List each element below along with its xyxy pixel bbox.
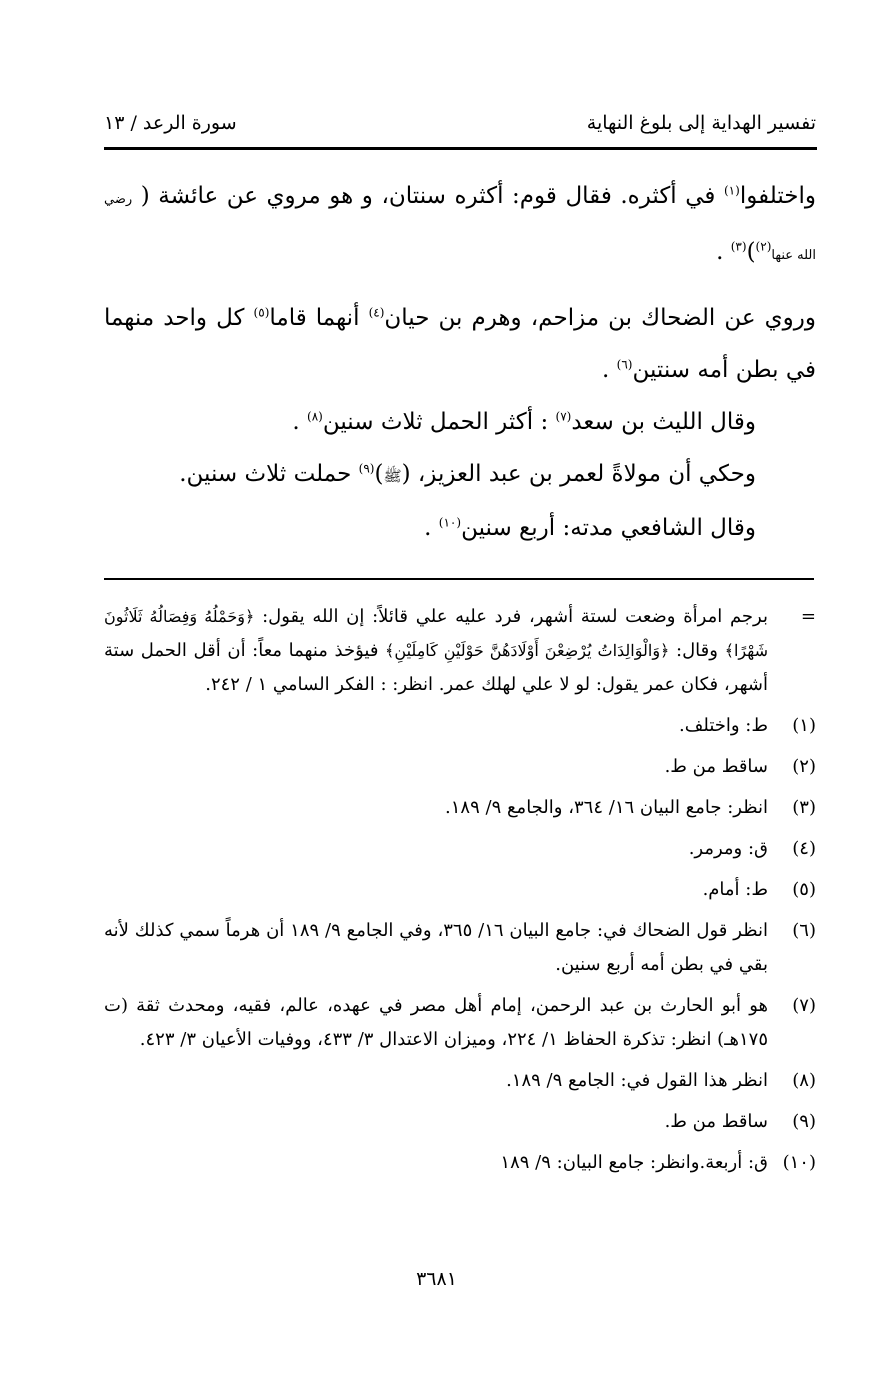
footnote-number: (٨): [792, 1070, 816, 1091]
footnote-text: ق: ومرمر.: [688, 838, 768, 859]
footnote-ref: (٣): [730, 239, 747, 254]
paragraph-5: [104, 502, 816, 554]
text-run: أنهما قاما: [269, 305, 369, 331]
text-run: فيؤخذ منهما معاً: أن أقل الحمل ستة أشهر، فكان عمر يقول: لو لا علي لهلك عمر. انظر: : الفكر السامي ١ / ٢٤٢.: [104, 640, 768, 695]
text-run: كل واحد منهما في بطن أمه سنتين: [104, 305, 816, 383]
footnote-text: انظر قول الضحاك في: جامع البيان ١٦/ ٣٦٥، وفي الجامع ٩/ ١٨٩ أن هرماً سمي كذلك لأنه بقي في بطن أمه أربع سنين.: [104, 920, 768, 975]
text-run: .: [292, 409, 308, 435]
text-run: : أكثر الحمل ثلاث سنين: [322, 409, 556, 435]
footnote-separator: [104, 578, 814, 580]
quran-verse: ﴿وَحَمْلُهُ وَفِصَالُهُ ثَلَاثُونَ شَهْرًا﴾: [104, 607, 768, 660]
footnote-ref: (٩): [358, 461, 375, 476]
footnote-text: انظر هذا القول في: الجامع ٩/ ١٨٩.: [506, 1070, 768, 1091]
footnote-continuation: [104, 600, 816, 702]
footnote-number: (١٠): [782, 1152, 816, 1173]
main-text: [104, 170, 816, 554]
footnote-item: [104, 750, 816, 784]
footnote-number: (٦): [792, 920, 816, 941]
text-run: ): [374, 461, 384, 487]
footnote-ref: (٨): [307, 409, 323, 424]
footnote-ref: (٥): [253, 305, 270, 320]
footnote-item: [104, 832, 816, 866]
footnote-text: ط: واختلف.: [679, 715, 768, 736]
footnote-number: (٣): [792, 797, 816, 818]
footnotes: [104, 600, 816, 1180]
footnote-item: [104, 914, 816, 982]
surah-reference: سورة الرعد / ١٣: [104, 112, 237, 134]
footnote-number: (٩): [792, 1111, 816, 1132]
book-title: تفسير الهداية إلى بلوغ النهاية: [586, 112, 816, 134]
footnote-item: [104, 1105, 816, 1139]
footnote-item: [104, 1064, 816, 1098]
text-run: برجم امرأة وضعت لستة أشهر، فرد عليه علي قائلاً: إن الله يقول:: [254, 606, 768, 627]
text-run: وقال الليث بن سعد: [571, 409, 756, 435]
text-run: .: [716, 239, 731, 265]
footnote-ref: (٧): [555, 409, 572, 424]
page-number: ٣٦٨١: [416, 1268, 457, 1290]
quran-verse: ﴿وَالْوَالِدَاتُ يُرْضِعْنَ أَوْلَادَهُنَّ حَوْلَيْنِ كَامِلَيْنِ﴾: [385, 641, 670, 660]
footnote-item: [104, 709, 816, 743]
paragraph-2: [104, 292, 816, 396]
footnote-number: (٤): [792, 838, 816, 859]
footnote-ref: (٤): [368, 305, 385, 320]
footnote-ref: (٢): [755, 239, 772, 254]
text-run: وروي عن الضحاك بن مزاحم، وهرم بن حيان: [384, 305, 817, 331]
honorific-glyph: ﷺ: [383, 467, 402, 485]
running-header: [104, 112, 816, 142]
footnote-ref: (١٠): [438, 515, 462, 530]
text-run: حملت ثلاث سنين.: [179, 461, 359, 487]
footnote-text: ط: أمام.: [702, 879, 768, 900]
paragraph-4: [104, 448, 816, 502]
text-run: وقال الشافعي مدته: أربع سنين: [461, 515, 756, 541]
footnote-ref: (١): [723, 183, 740, 198]
paragraph-3: [104, 396, 816, 448]
footnote-item: [104, 873, 816, 907]
footnote-number: (٧): [792, 995, 816, 1016]
footnote-number: (١): [792, 715, 816, 736]
header-rule: [104, 147, 817, 150]
footnote-text: هو أبو الحارث بن عبد الرحمن، إمام أهل مصر في عهده، عالم، فقيه، ومحدث ثقة (ت ١٧٥هـ) انظر: تذكرة الحفاظ ١/ ٢٢٤، وميزان الاعتدال ٣/ ٤٣٣، ووفيات الأعيان ٣/ ٤٢٣.: [104, 995, 768, 1050]
footnote-number: (٥): [792, 879, 816, 900]
footnote-text: ساقط من ط.: [664, 1111, 768, 1132]
footnote-text: ساقط من ط.: [664, 756, 768, 777]
text-run: .: [602, 357, 617, 383]
footnote-text: ق: أربعة.وانظر: جامع البيان: ٩/ ١٨٩: [500, 1152, 768, 1173]
text-run: .: [424, 515, 439, 541]
text-run: وقال:: [669, 640, 725, 661]
footnote-item: [104, 1146, 816, 1180]
footnote-item: [104, 989, 816, 1057]
continuation-mark: =: [800, 606, 816, 627]
footnote-number: (٢): [792, 756, 816, 777]
footnote-text: انظر: جامع البيان ١٦/ ٣٦٤، والجامع ٩/ ١٨٩.: [445, 797, 768, 818]
text-run: وحكي أن مولاةً لعمر بن عبد العزيز، (: [401, 461, 756, 487]
footnote-ref: (٦): [616, 357, 633, 372]
text-run: في أكثره. فقال قوم: أكثره سنتان، و هو مروي عن عائشة (: [132, 183, 724, 209]
footnote-item: [104, 791, 816, 825]
honorific-glyph: رضي الله عنها: [104, 192, 816, 263]
paragraph-1: واختلفوا$^{(١)}$ في أكثره. فقال قوم: أكثره سنتان، و هو مروي عن عائشة ( رضي الله عنها$^{(٢)}$)$^{(٣)}$ .: [104, 183, 816, 265]
text-run: واختلفوا: [739, 183, 816, 209]
